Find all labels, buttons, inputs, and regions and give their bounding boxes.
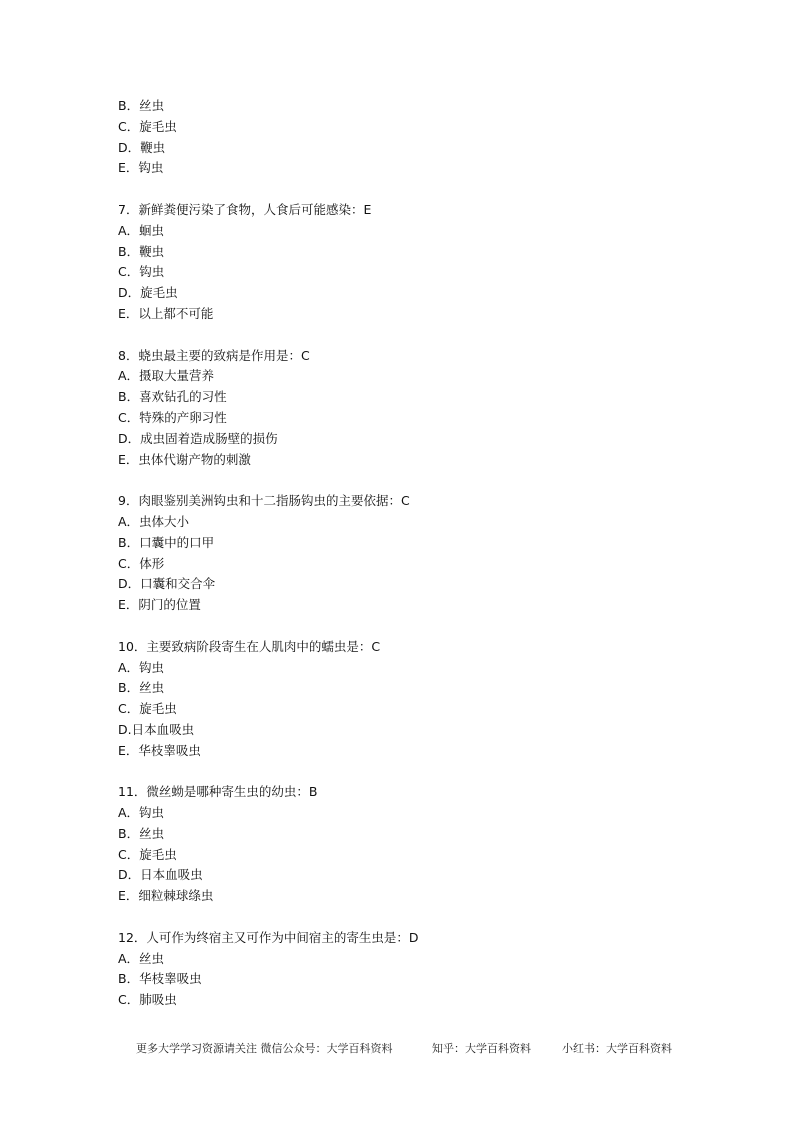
question-text: 12．人可作为终宿主又可作为中间宿主的寄生虫是：D	[118, 929, 419, 945]
option-line: E．以上都不可能	[118, 305, 214, 321]
document-body	[118, 96, 718, 1011]
option-line: C．旋毛虫	[118, 846, 177, 862]
option-line: B．口囊中的口甲	[118, 534, 215, 550]
option-line: A．钩虫	[118, 805, 165, 821]
question-10	[118, 637, 718, 762]
option-line: E．华枝睾吸虫	[118, 742, 201, 758]
option-line: A．丝虫	[118, 950, 165, 966]
option-line: A．摄取大量营养	[118, 368, 215, 384]
option-line: D．日本血吸虫	[118, 867, 203, 883]
option-line: D．旋毛虫	[118, 285, 178, 301]
option-line: D.日本血吸虫	[118, 721, 195, 737]
footer-wechat-text: 更多大学学习资源请关注 微信公众号：大学百科资料	[136, 1042, 393, 1055]
option-line: B．华枝睾吸虫	[118, 971, 202, 987]
question-12	[118, 928, 718, 1011]
option-line: C．体形	[118, 555, 165, 571]
option-line: D．鞭虫	[118, 139, 166, 155]
option-line: B．喜欢钻孔的习性	[118, 389, 227, 405]
option-line: A．蛔虫	[118, 222, 165, 238]
option-line: C．特殊的产卵习性	[118, 409, 227, 425]
option-line: B．丝虫	[118, 825, 165, 841]
question-7	[118, 200, 718, 325]
question-text: 10．主要致病阶段寄生在人肌肉中的蠕虫是：C	[118, 638, 381, 654]
option-line: B．丝虫	[118, 98, 165, 113]
question-text: 8．蛲虫最主要的致病是作用是：C	[118, 347, 310, 363]
question-text: 7．新鲜粪便污染了食物，人食后可能感染：E	[118, 201, 372, 217]
question-text: 9．肉眼鉴别美洲钩虫和十二指肠钩虫的主要依据：C	[118, 493, 410, 509]
page-footer	[0, 1040, 793, 1058]
option-line: B．丝虫	[118, 680, 165, 696]
footer-xiaohongshu-text: 小红书：大学百科资料	[562, 1042, 672, 1055]
option-line: C．肺吸虫	[118, 992, 177, 1008]
option-line: D．成虫固着造成肠壁的损伤	[118, 430, 278, 446]
option-line: B．鞭虫	[118, 243, 165, 259]
question-9	[118, 491, 718, 616]
option-line: A．钩虫	[118, 659, 165, 675]
option-line: E．虫体代谢产物的刺激	[118, 451, 251, 467]
option-line: C．旋毛虫	[118, 118, 177, 134]
question-6-options-continued	[118, 96, 718, 179]
option-line: C．旋毛虫	[118, 701, 177, 717]
option-line: E．阴门的位置	[118, 597, 201, 613]
question-11	[118, 782, 718, 907]
option-line: E．钩虫	[118, 160, 164, 176]
option-line: D．口囊和交合伞	[118, 576, 216, 592]
question-text: 11．微丝蚴是哪种寄生虫的幼虫：B	[118, 784, 318, 800]
footer-zhihu-text: 知乎：大学百科资料	[432, 1042, 531, 1055]
option-line: A．虫体大小	[118, 513, 190, 529]
option-line: E．细粒棘球绦虫	[118, 888, 214, 904]
option-line: C．钩虫	[118, 264, 165, 280]
question-8	[118, 346, 718, 471]
